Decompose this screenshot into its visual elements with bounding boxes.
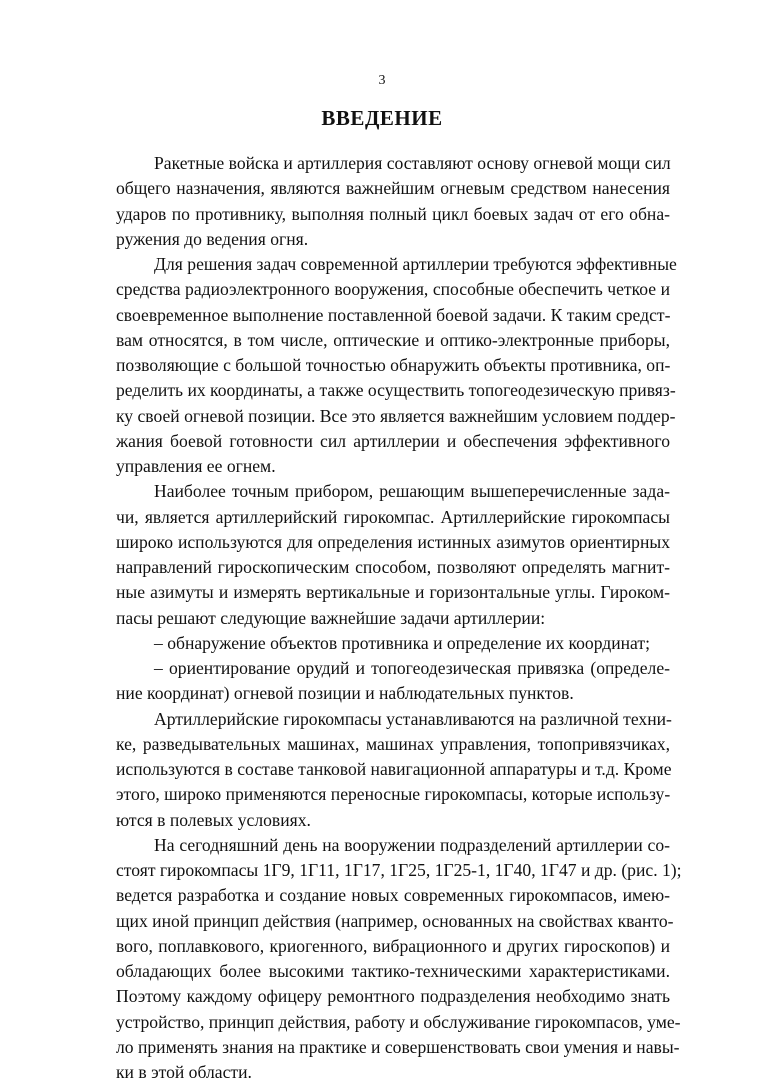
text-line: Ракетные войска и артиллерия составляют основу огневой мощи сил bbox=[154, 153, 671, 173]
text-line: ки в этой области. bbox=[116, 1062, 252, 1082]
text-line: Артиллерийские гирокомпасы устанавливаются на различной техни- bbox=[154, 708, 672, 729]
text-line: Наиболее точным прибором, решающим вышеперечисленные зада- bbox=[154, 481, 670, 502]
text-line: пасы решают следующие важнейшие задачи артиллерии: bbox=[116, 607, 546, 628]
text-line: стоят гирокомпасы 1Г9, 1Г11, 1Г17, 1Г25, 1Г25-1, 1Г40, 1Г47 и др. (рис. 1); bbox=[116, 860, 682, 880]
text-line: общего назначения, являются важнейшим огневым средством нанесения bbox=[116, 178, 670, 199]
text-line: своевременное выполнение поставленной боевой задачи. К таким средст- bbox=[116, 304, 671, 325]
text-line: ку своей огневой позиции. Все это является важнейшим условием поддер- bbox=[116, 405, 676, 426]
text-line: ке, разведывательных машинах, машинах управления, топопривязчиках, bbox=[116, 733, 670, 754]
paragraph bbox=[116, 252, 677, 479]
text-line: Поэтому каждому офицеру ремонтного подразделения необходимо знать bbox=[116, 986, 670, 1007]
paragraph bbox=[116, 707, 670, 833]
paragraph bbox=[116, 151, 670, 252]
text-line: обладающих более высокими тактико-техническими характеристиками. bbox=[116, 961, 670, 981]
paragraph bbox=[116, 833, 682, 1085]
text-line: Для решения задач современной артиллерии требуются эффективные bbox=[154, 254, 677, 274]
text-line: ределить их координаты, а также осуществить топогеодезическую привяз- bbox=[116, 380, 676, 401]
text-line: – ориентирование орудий и топогеодезическая привязка (определе- bbox=[154, 658, 670, 678]
text-line: ударов по противнику, выполняя полный цикл боевых задач от его обна- bbox=[116, 203, 670, 224]
text-line: чи, является артиллерийский гирокомпас. Артиллерийские гирокомпасы bbox=[116, 506, 670, 527]
text-line: ные азимуты и измерять вертикальные и горизонтальные углы. Гироком- bbox=[116, 582, 670, 603]
text-line: ются в полевых условиях. bbox=[116, 809, 311, 830]
paragraph bbox=[116, 631, 670, 656]
text-line: ведется разработка и создание новых современных гирокомпасов, имею- bbox=[116, 885, 670, 906]
text-line: ние координат) огневой позиции и наблюдательных пунктов. bbox=[116, 683, 574, 704]
text-line: позволяющие с большой точностью обнаружить объекты противника, оп- bbox=[116, 355, 671, 375]
text-line: вам относятся, в том числе, оптические и оптико-электронные приборы, bbox=[116, 329, 670, 350]
text-line: вого, поплавкового, криогенного, вибрационного и других гироскопов) и bbox=[116, 935, 670, 956]
text-line: – обнаружение объектов противника и определение их координат; bbox=[154, 632, 650, 653]
text-line: направлений гироскопическим способом, позволяют определять магнит- bbox=[116, 557, 670, 577]
text-line: управления ее огнем. bbox=[116, 456, 276, 476]
text-line: ружения до ведения огня. bbox=[116, 228, 309, 249]
text-line: средства радиоэлектронного вооружения, способные обеспечить четкое и bbox=[116, 279, 670, 300]
body-text bbox=[116, 151, 682, 1085]
paragraph bbox=[116, 656, 670, 707]
text-line: этого, широко применяются переносные гирокомпасы, которые использу- bbox=[116, 784, 671, 805]
paragraph bbox=[116, 479, 670, 631]
text-line: щих иной принцип действия (например, основанных на свойствах кванто- bbox=[116, 910, 674, 931]
text-line: используются в составе танковой навигационной аппаратуры и т.д. Кроме bbox=[116, 759, 672, 779]
text-line: устройство, принцип действия, работу и обслуживание гирокомпасов, уме- bbox=[116, 1011, 681, 1032]
text-line: жания боевой готовности сил артиллерии и обеспечения эффективного bbox=[116, 430, 670, 451]
text-line: широко используются для определения истинных азимутов ориентирных bbox=[116, 531, 670, 552]
section-title: ВВЕДЕНИЕ bbox=[321, 106, 443, 130]
text-line: ло применять знания на практике и совершенствовать свои умения и навы- bbox=[116, 1036, 680, 1057]
text-line: На сегодняшний день на вооружении подразделений артиллерии со- bbox=[154, 834, 670, 855]
page-number: 3 bbox=[378, 73, 386, 88]
